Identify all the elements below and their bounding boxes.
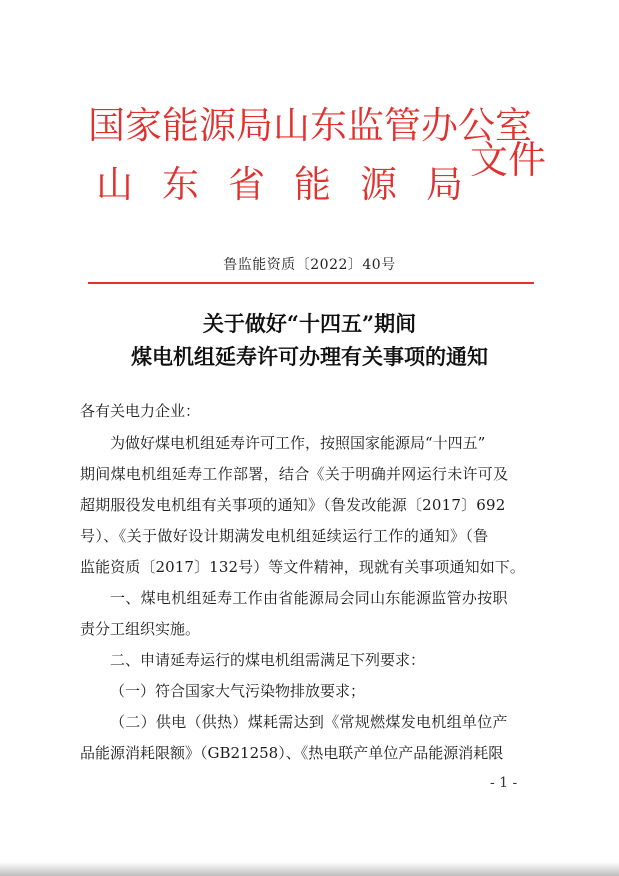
body-line: 责分工组织实施。 — [80, 620, 201, 638]
body-line: 为做好煤电机组延寿许可工作，按照国家能源局“十四五” — [110, 434, 486, 452]
scan-edge-shadow — [0, 862, 619, 876]
issuer-line-1: 国家能源局山东监管办公室 — [88, 104, 532, 147]
title-line-2: 煤电机组延寿许可办理有关事项的通知 — [131, 344, 488, 369]
red-divider — [88, 282, 534, 284]
issuer-line-2: 山东省能源局 — [96, 163, 492, 206]
document-word: 文件 — [470, 138, 547, 182]
body-line: （一）符合国家大气污染物排放要求； — [110, 682, 366, 700]
document-number: 鲁监能资质〔2022〕40号 — [223, 257, 396, 273]
body-line: （二）供电（供热）煤耗需达到《常规燃煤发电机组单位产 — [110, 713, 508, 731]
salutation: 各有关电力企业： — [80, 402, 201, 420]
body-line: 一、煤电机组延寿工作由省能源局会同山东能源监管办按职 — [110, 589, 508, 607]
body-line: 号）、《关于做好设计期满发电机组延续运行工作的通知》（鲁 — [80, 527, 489, 545]
body-line: 期间煤电机组延寿工作部署，结合《关于明确并网运行未许可及 — [80, 465, 509, 483]
body-line: 超期服役发电机组有关事项的通知》（鲁发改能源〔2017〕692 — [80, 496, 506, 514]
body-line: 品能源消耗限额》（GB21258）、《热电联产单位产品能源消耗限 — [80, 744, 504, 762]
body-line: 二、申请延寿运行的煤电机组需满足下列要求： — [110, 651, 426, 669]
body-line: 监能资质〔2017〕132号）等文件精神，现就有关事项通知如下。 — [80, 558, 526, 576]
page-number: - 1 - — [490, 775, 518, 791]
title-line-1: 关于做好“十四五”期间 — [202, 311, 417, 336]
